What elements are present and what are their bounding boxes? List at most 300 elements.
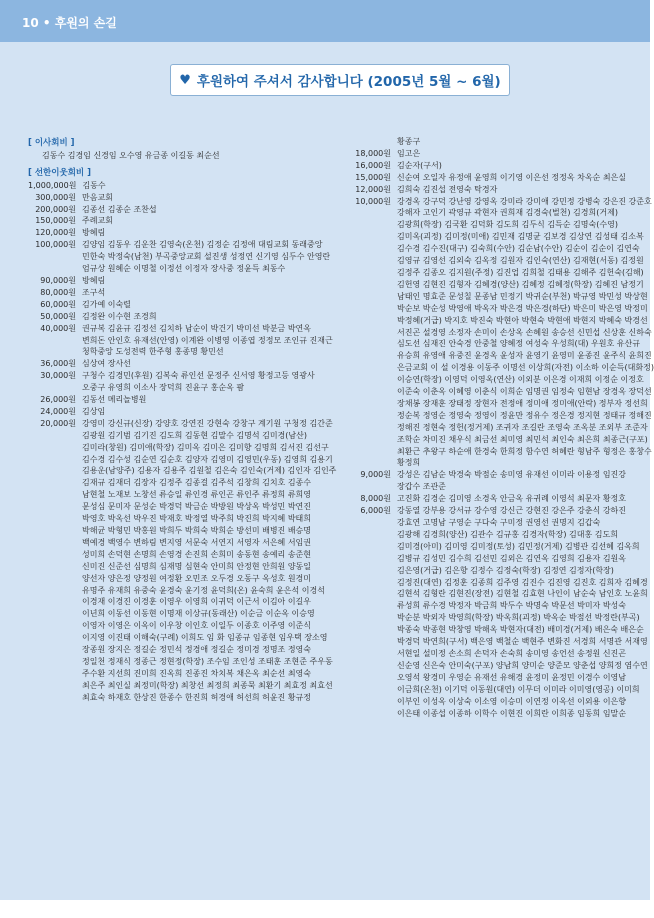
donor-names: 유승희 유영애 유중진 윤경옥 윤성자 윤영기 윤영미 윤종진 윤주식 윤희진: [397, 351, 652, 361]
donor-row: [343, 243, 640, 255]
donation-amount: 40,000원: [40, 323, 76, 333]
donor-names: 조학순 차미진 채우식 최금선 최미영 최민석 최인숙 최은희 최종근(구포): [397, 434, 648, 444]
donation-amount: [343, 303, 397, 315]
donor-row: [28, 215, 330, 227]
donation-amount: [28, 501, 82, 513]
donor-names: 방혜림: [82, 228, 106, 238]
donation-amount: 10,000원: [355, 196, 391, 206]
donor-row: [343, 267, 644, 279]
donation-tier: [28, 204, 330, 216]
donor-row: [343, 612, 640, 624]
donor-row: [343, 529, 625, 541]
donor-names: 김상임: [82, 406, 106, 416]
donor-row: [343, 315, 648, 327]
donor-row: [343, 362, 654, 374]
donation-amount: 50,000원: [40, 311, 76, 321]
donor-row: [343, 422, 648, 434]
donor-row: [28, 192, 330, 204]
donor-row: [28, 561, 330, 573]
donor-row: [28, 513, 330, 525]
donation-amount: 60,000원: [40, 299, 76, 309]
donor-names: 심상여 장사선: [82, 359, 131, 369]
donor-names: 신미진 신준선 심명희 심재명 심현숙 안미희 안정현 안희원 양동일: [82, 561, 311, 571]
donation-tier: [28, 227, 330, 239]
donation-amount: [28, 573, 82, 585]
donation-tier: [343, 172, 625, 184]
donation-amount: [343, 434, 397, 446]
donor-names: 류성희 류수경 박정자 박금희 박두수 박명숙 박문선 박미자 박성숙: [397, 601, 626, 611]
donation-tier: [28, 394, 330, 406]
donor-names: 최효숙 하재호 한상진 한종수 한진희 허경애 허선희 허윤진 황규정: [82, 692, 311, 702]
donor-names: 박순보 박순성 박영애 박옥자 박은경 박은경(하단) 박은미 박은영 박정미: [397, 303, 648, 313]
donation-amount: 150,000원: [35, 216, 76, 226]
board-members: 김동수 김경임 신경임 오수영 유금종 이길동 최순선: [42, 150, 220, 160]
donation-amount: [28, 477, 82, 489]
donation-amount: 12,000원: [355, 184, 391, 194]
donation-tier: [343, 148, 625, 160]
donation-tier: [343, 136, 625, 148]
donor-names: 이은태 이종섭 이종하 이학수 이현진 이희란 이희종 임동희 임말순: [397, 708, 626, 718]
donor-row: [28, 370, 330, 382]
donor-names: 주례교회: [82, 216, 113, 226]
donor-row: [28, 204, 330, 216]
donor-list-panel: [0, 42, 654, 900]
donor-names: 최은주 최인실 최정미(학장) 최창선 최정희 최종묵 최환기 최효정 최효선: [82, 680, 333, 690]
donor-names: 강성은 김남순 박경숙 박점순 송미영 유재선 이미라 이용정 임진강: [397, 470, 626, 480]
donation-amount: [343, 648, 397, 660]
donor-row: [343, 136, 625, 148]
donation-amount: [28, 561, 82, 573]
donor-names: 김종선 김종순 조찬섭: [82, 204, 157, 214]
donor-names: 황종구: [397, 137, 421, 146]
donation-amount: [28, 251, 82, 263]
donation-amount: [343, 243, 397, 255]
donor-row: [343, 386, 652, 398]
donation-amount: [343, 398, 397, 410]
donor-row: [343, 279, 644, 291]
donor-row: [28, 442, 330, 454]
donor-row: [343, 684, 640, 696]
donation-amount: [28, 263, 82, 275]
donation-amount: [343, 327, 397, 339]
donor-names: 유명주 유재희 유중숙 윤경숙 윤기정 윤덕희(온) 윤숙희 윤은석 이경석: [82, 585, 325, 595]
donor-names: 정순복 정영순 정영숙 정영이 정윤만 정유수 정은경 정지현 정태규 정해진: [397, 410, 652, 420]
donor-names: 박경덕 박연희(구서) 백은영 백철순 백현주 변화진 서경희 서명관 서재영: [397, 637, 648, 647]
donor-row: [28, 477, 330, 489]
donor-names: 김용운(남양주) 김용자 김용주 김원철 김은숙 김인숙(거제) 김인자 김인주: [82, 466, 337, 476]
donation-tier: [28, 418, 337, 704]
donor-row: [343, 184, 625, 196]
donation-amount: [343, 672, 397, 684]
donation-amount: [343, 529, 397, 541]
donor-names: 김수경 김수진(대구) 김숙희(수안) 김순남(수안) 김순이 김순이 김연숙: [397, 244, 640, 254]
donor-names: 김양임 김동우 김운찬 김영숙(온천) 김정순 김정애 대림교회 동래중앙: [82, 240, 323, 250]
donor-names: 방혜림: [82, 275, 106, 285]
donor-names: 이지영 이진태 이해숙(구례) 이희도 임 화 임종규 임종현 임우택 장소영: [82, 633, 328, 643]
page-title-text: 후원하여 주셔서 감사합니다 (2005년 5월 ~ 6월): [196, 74, 501, 90]
donor-names: 박종숙 박종현 박창영 박해옥 박현자(대전) 배미경(거제) 배은숙 배은순: [397, 625, 644, 635]
donor-names: 박정혜(거급) 박지호 박진숙 박현아 박현숙 박현애 박현지 박혜숙 박경선: [397, 315, 648, 325]
donation-amount: [28, 537, 82, 549]
donation-amount: 1,000,000원: [28, 180, 77, 190]
donor-row: [28, 323, 330, 335]
donor-row: [28, 180, 330, 192]
donor-row: [343, 493, 625, 505]
donation-amount: [28, 525, 82, 537]
donor-row: [343, 457, 625, 469]
donor-names: 김동수: [82, 180, 106, 190]
donor-names: 은금교회 이 설 이경용 이동주 이명선 이상희(자전) 이소하 이순득(대화정): [397, 363, 654, 373]
donation-amount: [28, 430, 82, 442]
donor-names: 성미희 손덕현 손명희 손영경 손진희 손희미 송동현 송예리 송준현: [82, 549, 311, 559]
donor-row: [343, 505, 625, 517]
donation-amount: [343, 565, 397, 577]
donation-amount: [343, 684, 397, 696]
donor-row: [343, 255, 644, 267]
donor-row: [28, 501, 330, 513]
donation-amount: [343, 386, 397, 398]
donor-row: [343, 148, 625, 160]
donor-names: 남태인 명효준 문성칠 문종남 민정기 박귀순(부천) 박규영 박민성 박상현: [397, 291, 648, 301]
donor-names: 이년희 이동선 이동현 이명재 이상규(동래산) 이순금 이순옥 이승영: [82, 609, 315, 619]
donation-amount: [28, 442, 82, 454]
donor-names: 이경재 이경진 이경훈 이영우 이영희 이귀덕 이근서 이김아 이길우: [82, 597, 311, 607]
donor-row: [343, 398, 648, 410]
donor-row: [343, 588, 648, 600]
donation-amount: [28, 465, 82, 477]
spacer: [28, 162, 330, 166]
donation-amount: [28, 596, 82, 608]
donor-row: [343, 410, 652, 422]
donor-names: 김희숙 김진섭 전영숙 탁경자: [397, 184, 498, 194]
donor-names: 김병규 김성민 김수희 김선민 김외은 김연옥 김영희 김용자 김원옥: [397, 553, 626, 563]
donation-tier: [28, 192, 330, 204]
donor-row: [343, 231, 644, 243]
donor-row: [343, 172, 625, 184]
donor-row: [28, 549, 330, 561]
page-title: [170, 64, 510, 96]
donor-names: 오중구 유영희 이소사 장덕희 진윤구 홍순옥 팜: [82, 383, 245, 393]
donation-amount: [343, 624, 397, 636]
right-column: [343, 136, 654, 719]
donor-names: 김헌영 김현진 김형자 김혜경(양산) 김혜정 김혜정(학장) 김혜진 남정기: [397, 279, 644, 289]
donor-names: 김영규 김영선 김외숙 김옥정 김원자 김인숙(연산) 김재현(서동) 김정원: [397, 256, 644, 266]
donor-names: 황정희: [397, 458, 421, 468]
donor-names: 권규복 김윤규 김정선 김치하 남순이 박건기 박미선 박분금 박연옥: [82, 323, 311, 333]
donation-amount: [343, 541, 397, 553]
donor-names: 김광해 김경희(양산) 김관수 김규홍 김경자(학장) 김대홍 김도희: [397, 529, 618, 539]
donor-row: [28, 227, 330, 239]
donor-row: [343, 624, 644, 636]
donor-names: 이영자 이영은 이옥이 이우창 이인호 이일두 이종호 이주영 이준식: [82, 621, 311, 631]
donation-amount: [343, 612, 397, 624]
donor-names: 서진곤 설경영 소정자 손미이 손상옥 손혜원 송승선 신민섭 신상훈 신하숙: [397, 327, 652, 337]
donation-amount: [343, 577, 397, 589]
donation-tier: [343, 505, 648, 719]
donor-row: [343, 219, 625, 231]
donor-row: [343, 469, 625, 481]
donor-row: [28, 299, 330, 311]
donor-row: [28, 573, 330, 585]
donor-names: 민한숙 박정숙(남천) 부곡중앙교회 설진생 성정연 신기영 심두수 안영란: [82, 252, 331, 262]
donation-tier: [343, 160, 625, 172]
donor-row: [343, 434, 648, 446]
donation-amount: [343, 267, 397, 279]
donation-amount: [343, 422, 397, 434]
donation-amount: [343, 255, 397, 267]
donation-tier: [28, 311, 330, 323]
donor-row: [28, 632, 330, 644]
donation-amount: [343, 481, 397, 493]
donor-names: 김수경 김수성 김순연 김순호 김양자 김영미 김영민(우동) 김영희 김용기: [82, 454, 333, 464]
donation-amount: [343, 708, 397, 720]
donor-row: [28, 692, 330, 704]
donor-names: 신순여 오일자 유정애 윤영희 이기영 이은선 정정옥 차옥순 최은실: [397, 172, 626, 182]
donor-row: [343, 160, 625, 172]
donor-names: 김미라(창원) 김미애(학장) 김미옥 김미은 김미향 김명희 김서진 김선구: [82, 442, 329, 452]
donor-names: 엄규상 원혜순 이명철 이정선 이정자 장사중 정윤득 최동수: [82, 264, 286, 274]
donor-names: 박순분 박외자 박영희(학장) 박옥희(괴정) 박옥순 박점선 박정란(부곡): [397, 613, 640, 623]
donation-amount: 8,000원: [360, 494, 391, 504]
donor-row: [28, 263, 330, 275]
donor-row: [28, 525, 330, 537]
donor-names: 구청수 김경민(후원) 김복숙 류인선 문정주 신서영 황정고등 영광사: [82, 371, 315, 381]
donor-row: [28, 656, 333, 668]
donor-names: 신순영 신은숙 안미숙(구포) 양남희 양미순 양준모 양춘섭 양희정 염수연: [397, 660, 648, 670]
donor-row: [343, 636, 648, 648]
donor-names: 김순자(구서): [397, 160, 442, 170]
donation-tier: [28, 287, 330, 299]
donor-row: [28, 311, 330, 323]
donation-amount: [28, 620, 82, 632]
donation-amount: 15,000원: [355, 172, 391, 182]
donor-names: 정해진 정현숙 정헌(정거제) 조귀자 조길란 조영숙 조옥분 조외부 조준자: [397, 422, 648, 432]
donor-names: 김미경(아미) 김미영 김미정(토성) 김민정(거제) 김병관 김선혜 김옥희: [397, 541, 640, 551]
donor-row: [28, 430, 330, 442]
donor-row: [28, 596, 330, 608]
donation-amount: [28, 335, 82, 347]
donor-row: [28, 537, 330, 549]
donor-row: [343, 303, 648, 315]
donation-amount: [343, 660, 397, 672]
donor-names: 김정주 김종오 김지원(주정) 김진업 김희철 김태용 김해주 김헌숙(김해): [397, 267, 644, 277]
donor-row: [343, 648, 625, 660]
donor-row: [343, 517, 625, 529]
donation-amount: [343, 410, 397, 422]
donation-amount: [343, 231, 397, 243]
donation-amount: [28, 513, 82, 525]
donor-row: [28, 454, 333, 466]
donor-names: 강경옥 강구덕 강난영 강영옥 강미라 강미애 강민정 강병숙 강은진 강준호: [397, 196, 652, 206]
donation-tier: [28, 358, 330, 370]
donation-amount: 36,000원: [40, 359, 76, 369]
donation-amount: [28, 549, 82, 561]
donation-amount: [28, 644, 82, 656]
donor-row: [343, 565, 625, 577]
donor-row: [343, 446, 652, 458]
donor-names: 장종원 장지은 정길순 정민석 정경애 정길순 정미경 정명조 정영숙: [82, 645, 311, 655]
donor-row: [28, 608, 330, 620]
donation-amount: [343, 338, 397, 350]
donation-tier: [343, 493, 625, 505]
donation-amount: 100,000원: [35, 240, 76, 250]
donor-names: 이금희(온천) 이기덕 이동원(대연) 이무더 이미라 이미영(영공) 이미희: [397, 684, 640, 694]
donor-names: 강영미 강신규(신장) 강양호 강연진 강현숙 강창구 계기원 구청정 김간준: [82, 418, 333, 428]
donor-names: 김정진(대연) 김정훈 김종희 김주영 김진수 김진영 김진호 김희자 김혜경: [397, 577, 648, 587]
donor-names: 남현철 노재보 노창선 류승일 류인경 류인곤 류인주 류정희 류희영: [82, 490, 311, 500]
donation-amount: [343, 279, 397, 291]
donor-row: [28, 668, 330, 680]
donation-amount: 20,000원: [40, 418, 76, 428]
donor-names: 문성심 문미자 문성순 박경덕 박금순 박방원 박상옥 박성민 박연진: [82, 502, 311, 512]
donor-names: 강동열 강부용 강서규 강수영 강신근 강현진 강은주 강춘식 강하진: [397, 506, 626, 516]
donation-amount: [343, 207, 397, 219]
donor-row: [28, 418, 333, 430]
donor-names: 양선자 양은정 양정원 여정환 오민조 오두경 오동구 옥성호 원경미: [82, 573, 311, 583]
donor-row: [343, 291, 648, 303]
donor-row: [28, 644, 330, 656]
donation-amount: 9,000원: [360, 470, 391, 480]
section-label-neighbor: [ 선한이웃회비 ]: [28, 167, 91, 178]
donation-tier: [343, 196, 654, 470]
donor-names: 서현일 설미정 손소희 손덕자 손숙희 송미영 송언선 송정원 신진곤: [397, 648, 626, 658]
donor-row: [343, 327, 652, 339]
donation-amount: 120,000원: [35, 228, 76, 238]
donation-amount: [343, 446, 397, 458]
donation-amount: 24,000원: [40, 406, 76, 416]
donation-tier: [28, 239, 330, 275]
donor-names: 오영석 왕경미 우영순 유재선 유해경 윤정미 윤정민 이경수 이영남: [397, 672, 626, 682]
donor-row: [28, 406, 330, 418]
donation-tier: [28, 180, 330, 192]
donation-amount: [28, 680, 82, 692]
donor-names: 만음교회: [82, 192, 113, 202]
donor-names: 청학중앙 도성전력 한주형 홍종명 황민선: [82, 347, 224, 357]
donation-amount: 26,000원: [40, 395, 76, 405]
donation-amount: [28, 382, 82, 394]
donation-amount: [343, 136, 397, 148]
donor-row: [343, 600, 625, 612]
donor-row: [28, 335, 333, 347]
donor-names: 김광원 김기범 김기진 김도희 김동현 김말수 김명석 김미경(남산): [82, 430, 307, 440]
donation-amount: [28, 585, 82, 597]
neighbor-donor-rows: [28, 180, 337, 704]
donor-names: 김현석 김형란 김현진(장전) 김현철 김효현 나인이 남순숙 남인호 노윤희: [397, 589, 648, 599]
donor-row: [28, 251, 330, 263]
donor-names: 이승연(학장) 이영덕 이영옥(연산) 이외분 이은경 이재희 이정순 이정호: [397, 375, 644, 385]
donation-tier: [28, 299, 330, 311]
donor-row: [28, 394, 330, 406]
donor-names: 김가예 이숙렬: [82, 299, 131, 309]
donor-row: [343, 708, 625, 720]
donor-names: 김광희(학장) 김국환 김덕화 김도희 김두식 김득순 김명숙(수영): [397, 220, 618, 230]
donor-row: [343, 374, 644, 386]
donor-names: 김재규 김재더 김장자 김정주 김종걸 김주석 김창희 김치호 김종수: [82, 478, 311, 488]
donor-names: 조구석: [82, 287, 106, 297]
donation-amount: [343, 636, 397, 648]
donation-amount: 200,000원: [35, 204, 76, 214]
donor-names: 주수환 지선희 진미희 진옥희 진종진 차치복 채은옥 최순선 최영숙: [82, 668, 311, 678]
donor-row: [343, 696, 625, 708]
donation-amount: [343, 350, 397, 362]
donor-row: [343, 196, 652, 208]
donation-amount: [343, 696, 397, 708]
donation-tier: [28, 323, 333, 359]
donation-amount: [28, 668, 82, 680]
donation-amount: [343, 362, 397, 374]
donation-amount: 6,000원: [360, 506, 391, 516]
donation-amount: [343, 374, 397, 386]
donation-amount: [28, 489, 82, 501]
donor-names: 정일천 정재식 정종근 정현정(학장) 조수임 조인성 조태훈 조현준 주우동: [82, 656, 333, 666]
donation-amount: [343, 457, 397, 469]
donation-amount: 90,000원: [40, 275, 76, 285]
donation-tier: [28, 370, 330, 394]
donor-row: [343, 481, 625, 493]
donor-names: 이부인 이성옥 이상숙 이소영 이승미 이연정 이옥선 이외용 이은향: [397, 696, 626, 706]
donor-row: [343, 660, 648, 672]
donation-amount: [343, 600, 397, 612]
donor-row: [28, 465, 337, 477]
donor-names: 최환근 추왕구 하순애 한경숙 한희정 함수연 허혜란 형남주 형정은 홍창수: [397, 446, 652, 456]
donation-amount: [343, 219, 397, 231]
donation-tier: [343, 469, 625, 493]
donation-tier: [28, 406, 330, 418]
donor-row: [28, 382, 330, 394]
donation-amount: [28, 656, 82, 668]
donor-names: 장채봉 장재훈 장태정 장현자 전정애 정미애 정미애(안락) 정부자 정선희: [397, 398, 648, 408]
donor-names: 김동선 메리놀병원: [82, 395, 147, 405]
donor-row: [343, 553, 625, 565]
donor-row: [28, 239, 330, 251]
donor-names: 박해균 박형민 박홍원 박희두 박희숙 박희순 방선미 배병진 배승명: [82, 526, 311, 535]
donor-names: 김은영(거급) 김은향 김정수 김정숙(학장) 김정연 김정자(학장): [397, 565, 614, 575]
donor-row: [343, 541, 640, 553]
donor-row: [343, 672, 625, 684]
donor-names: 박영호 박옥선 박우진 박재호 박정열 박주희 박진희 박지혜 박태희: [82, 514, 311, 524]
donation-tier: [28, 215, 330, 227]
donation-amount: 18,000원: [355, 148, 391, 158]
donor-row: [28, 287, 330, 299]
donor-names: 김정완 이수현 조경희: [82, 311, 157, 321]
page-header-label: 10 • 후원의 손길: [22, 16, 117, 30]
section-label-board: [ 이사회비 ]: [28, 138, 75, 148]
page-header-bar: [0, 0, 650, 42]
donor-names: 고진화 김경순 김미영 소경옥 안금옥 유귀례 이영석 최문자 황정호: [397, 494, 626, 504]
donor-row: [343, 338, 640, 350]
donor-row: [28, 585, 330, 597]
donor-names: 임고은: [397, 148, 421, 158]
donation-tier: [28, 275, 330, 287]
donation-amount: 80,000원: [40, 287, 76, 297]
donor-row: [343, 207, 625, 219]
donor-names: 심도선 심재진 안숙경 안중철 양혜정 여성숙 우성희(대) 우원호 유산규: [397, 339, 640, 349]
donor-names: 장갑수 조관준: [397, 482, 446, 492]
donor-row: [343, 577, 648, 589]
donation-amount: [28, 346, 82, 358]
donor-names: 강해자 고인기 곽영규 곽현자 권희재 김경숙(벌천) 김경희(거제): [397, 208, 618, 218]
donor-row: [28, 680, 333, 692]
donor-row: [28, 489, 330, 501]
donation-amount: 16,000원: [355, 160, 391, 170]
donation-amount: [343, 553, 397, 565]
donor-row: [28, 275, 330, 287]
donor-row: [28, 358, 330, 370]
donation-amount: 30,000원: [40, 371, 76, 381]
donor-names: 백예경 백영수 변하림 변지영 서문숙 서연지 서영자 서은혜 서임권: [82, 537, 311, 547]
donor-row: [343, 350, 652, 362]
donation-amount: [28, 454, 82, 466]
